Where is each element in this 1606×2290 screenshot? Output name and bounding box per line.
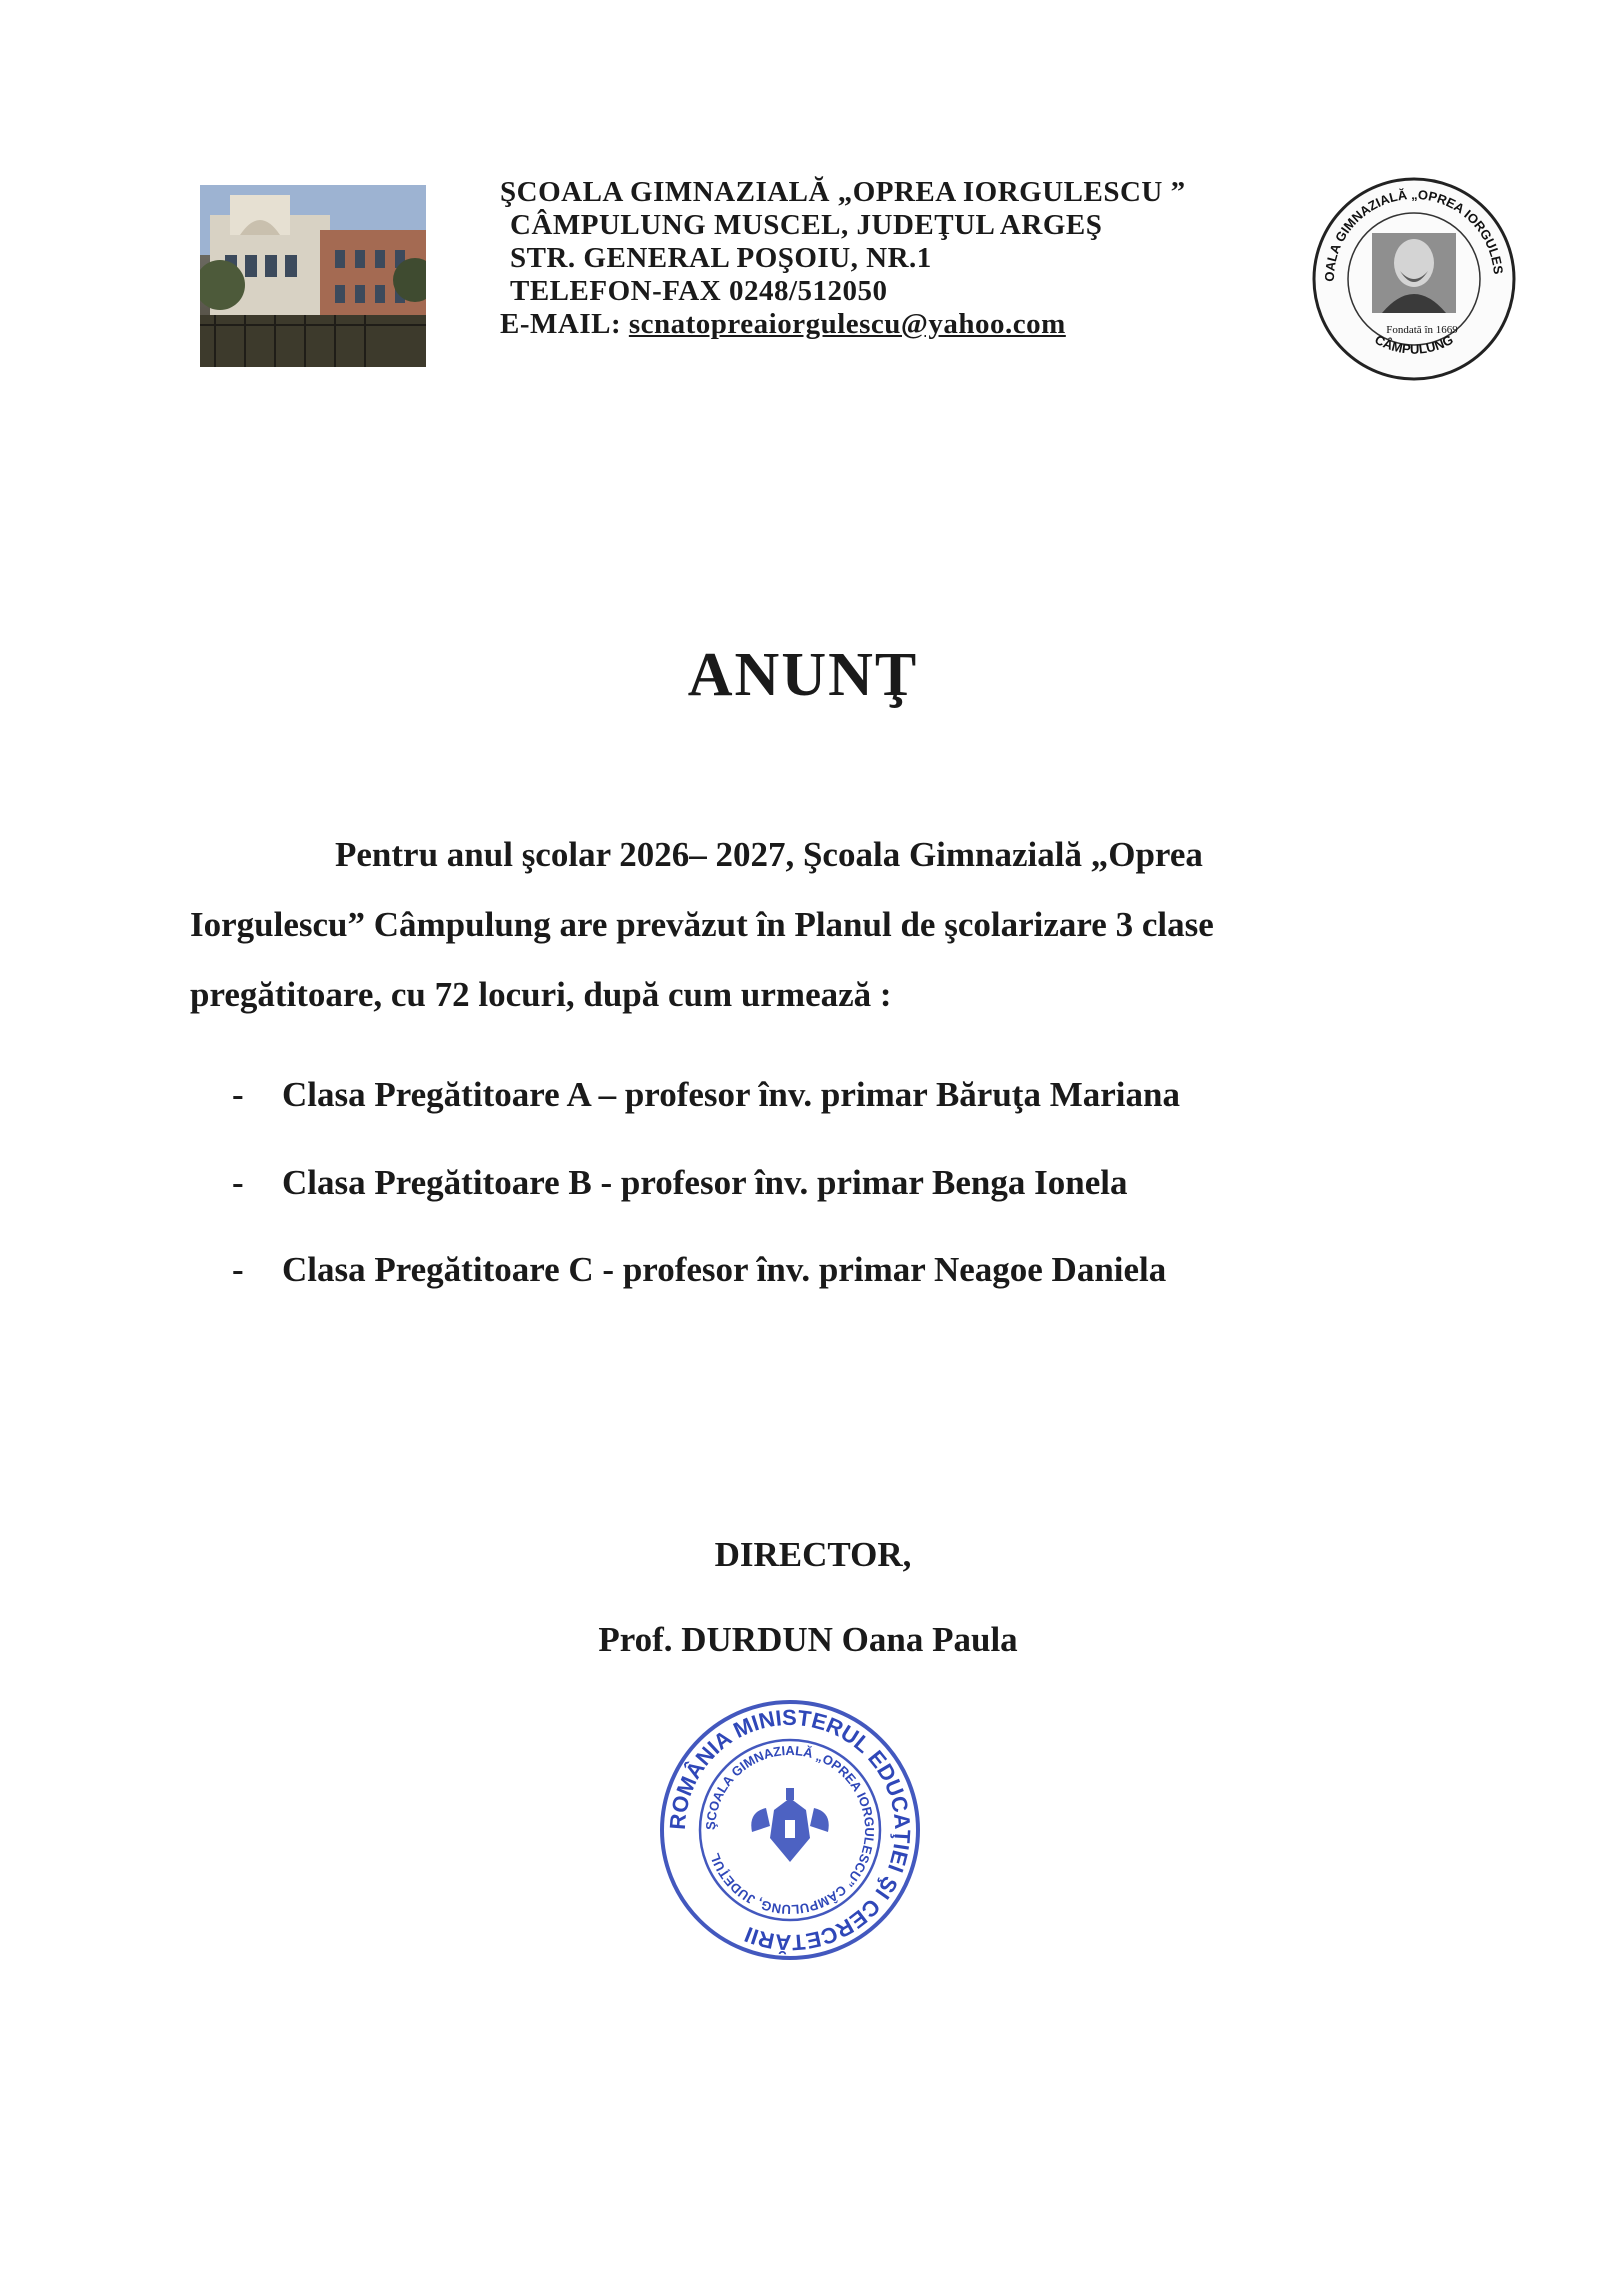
school-seal-image — [1310, 175, 1518, 383]
official-stamp — [640, 1680, 940, 1980]
class-list-item — [232, 1250, 1166, 1290]
school-building-photo — [200, 185, 426, 367]
email-link[interactable]: scnatopreaiorgulescu@yahoo.com — [628, 308, 1066, 340]
bullet-dash: - — [232, 1163, 244, 1202]
school-phone: TELEFON-FAX 0248/512050 — [510, 275, 888, 307]
school-seal-logo — [1310, 175, 1518, 383]
school-address: STR. GENERAL POŞOIU, NR.1 — [510, 242, 932, 274]
school-name: ŞCOALA GIMNAZIALĂ „OPREA IORGULESCU ” — [500, 176, 1186, 208]
seal-founded-text: Fondată în 1669 — [1386, 324, 1458, 336]
school-building-image — [200, 185, 426, 367]
class-item-text: Clasa Pregătitoare A – profesor înv. primar Băruţa Mariana — [282, 1075, 1180, 1114]
body-line-2: Iorgulescu” Câmpulung are prevăzut în Planul de şcolarizare 3 clase — [190, 905, 1214, 944]
bullet-dash: - — [232, 1075, 244, 1114]
class-item-text: Clasa Pregătitoare C - profesor înv. primar Neagoe Daniela — [282, 1250, 1167, 1289]
school-header — [500, 176, 1320, 341]
email-label: E-MAIL: — [500, 308, 622, 340]
body-line-3: pregătitoare, cu 72 locuri, după cum urmează : — [190, 975, 892, 1014]
body-line-1: Pentru anul şcolar 2026– 2027, Şcoala Gimnazială „Oprea — [335, 835, 1203, 874]
bullet-dash: - — [232, 1250, 244, 1289]
stamp-outer-text: ROMÂNIA MINISTERUL EDUCAŢIEI ŞI CERCETĂRII — [664, 1704, 916, 1956]
class-item-text: Clasa Pregătitoare B - profesor înv. primar Benga Ionela — [282, 1163, 1128, 1202]
director-title: DIRECTOR, — [714, 1535, 912, 1574]
school-email-line — [500, 308, 1320, 341]
stamp-inner-text: ŞCOALA GIMNAZIALĂ „OPREA IORGULESCU” CÂMPULUNG, JUDEŢUL — [702, 1742, 878, 1918]
seal-bottom-text: CÂMPULUNG — [1372, 331, 1456, 357]
director-name: Prof. DURDUN Oana Paula — [598, 1620, 1018, 1659]
class-list-item — [232, 1075, 1180, 1115]
announcement-title: ANUNŢ — [687, 641, 919, 709]
school-location: CÂMPULUNG MUSCEL, JUDEŢUL ARGEŞ — [510, 209, 1103, 241]
seal-top-text: OALA GIMNAZIALĂ „OPREA IORGULES — [1321, 186, 1506, 282]
official-stamp-image — [640, 1680, 940, 1980]
class-list-item — [232, 1163, 1127, 1203]
